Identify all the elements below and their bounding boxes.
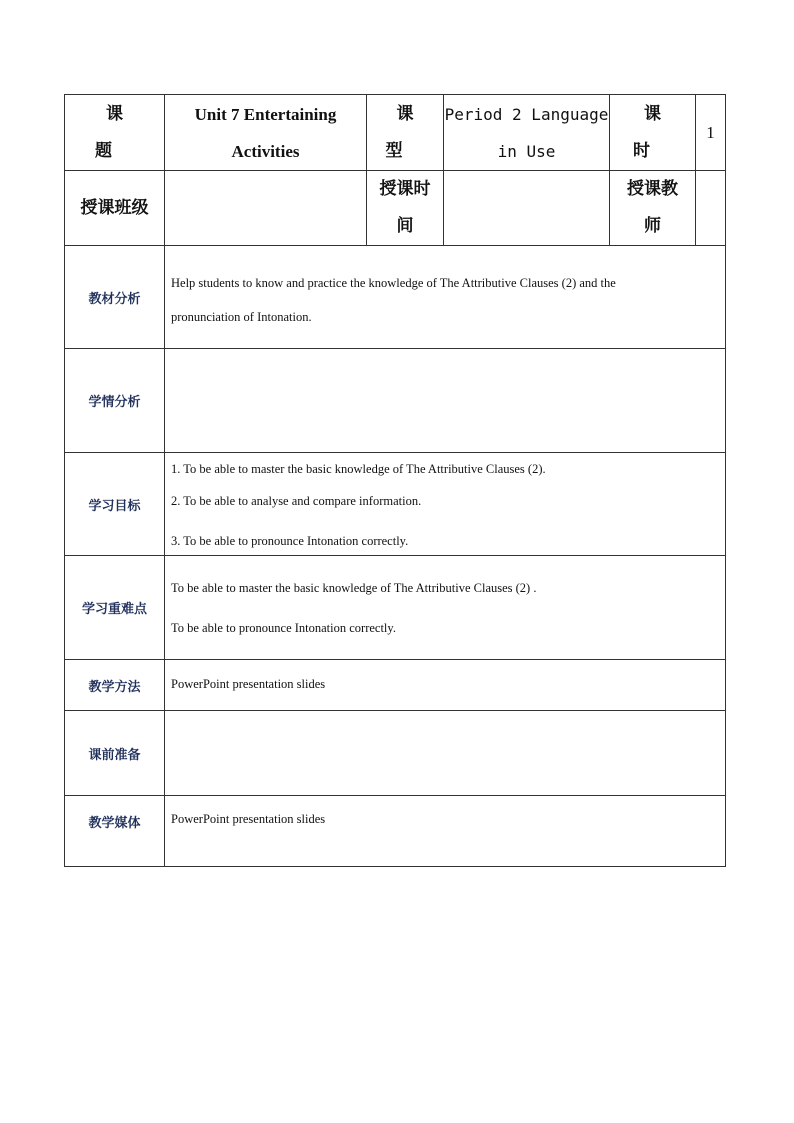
key-point-line-2: To be able to pronounce Intonation correctly.	[171, 621, 396, 635]
time-label-cell	[367, 171, 444, 246]
method-label: 教学方法	[65, 660, 165, 711]
teacher-label-line-1: 授课教	[627, 179, 678, 199]
topic-label: 课 题	[95, 103, 145, 161]
class-label: 授课班级	[80, 197, 149, 218]
topic-value-cell	[165, 95, 367, 171]
preparation-label: 课前准备	[65, 711, 165, 796]
key-points-label: 学习重难点	[65, 556, 165, 660]
type-value-cell	[444, 95, 610, 171]
material-content	[165, 246, 726, 349]
time-label-line-1: 授课时	[379, 179, 431, 199]
lesson-plan-sheet	[64, 94, 725, 867]
hours-label: 课 时	[633, 103, 683, 161]
hours-value: 1	[696, 95, 726, 171]
key-points-content	[165, 556, 726, 660]
key-point-line-1: To be able to master the basic knowledge of The Attributive Clauses (2) .	[171, 581, 537, 595]
objectives-label: 学习目标	[65, 453, 165, 556]
header-row-2	[65, 171, 726, 246]
type-label-cell	[367, 95, 444, 171]
type-value-line-1: Period 2 Language	[444, 104, 609, 124]
class-label-cell	[65, 171, 165, 246]
method-line-1: PowerPoint presentation slides	[171, 677, 326, 691]
objective-line-1: 1. To be able to master the basic knowledge of The Attributive Clauses (2).	[171, 462, 546, 476]
time-label-line-2: 间	[396, 216, 414, 236]
material-label: 教材分析	[65, 246, 165, 349]
learner-row	[65, 349, 726, 453]
media-line-1: PowerPoint presentation slides	[171, 812, 326, 826]
material-row	[65, 246, 726, 349]
hours-label-cell	[610, 95, 696, 171]
topic-label-cell	[65, 95, 165, 171]
material-line-1: Help students to know and practice the knowledge of The Attributive Clauses (2) and the	[171, 276, 616, 290]
learner-content	[165, 349, 726, 453]
media-row	[65, 796, 726, 867]
media-content	[165, 796, 726, 867]
learner-label: 学情分析	[65, 349, 165, 453]
objective-line-2: 2. To be able to analyse and compare information.	[171, 494, 422, 508]
class-value	[165, 171, 367, 246]
time-value	[444, 171, 610, 246]
preparation-content	[165, 711, 726, 796]
lesson-plan-table	[64, 94, 726, 867]
material-line-2: pronunciation of Intonation.	[171, 310, 312, 324]
teacher-label-cell	[610, 171, 696, 246]
objective-line-3: 3. To be able to pronounce Intonation correctly.	[171, 534, 409, 548]
method-content	[165, 660, 726, 711]
key-points-row	[65, 556, 726, 660]
header-row-1	[65, 95, 726, 171]
preparation-row	[65, 711, 726, 796]
method-row	[65, 660, 726, 711]
type-value-line-2: in Use	[497, 141, 556, 161]
type-label: 课 型	[385, 103, 436, 161]
teacher-label-line-2: 师	[644, 216, 661, 236]
objectives-content	[165, 453, 726, 556]
media-label: 教学媒体	[65, 796, 165, 867]
teacher-value	[696, 171, 726, 246]
topic-value-line-2: Activities	[231, 141, 300, 161]
topic-value-line-1: Unit 7 Entertaining	[194, 104, 337, 124]
objectives-row	[65, 453, 726, 556]
